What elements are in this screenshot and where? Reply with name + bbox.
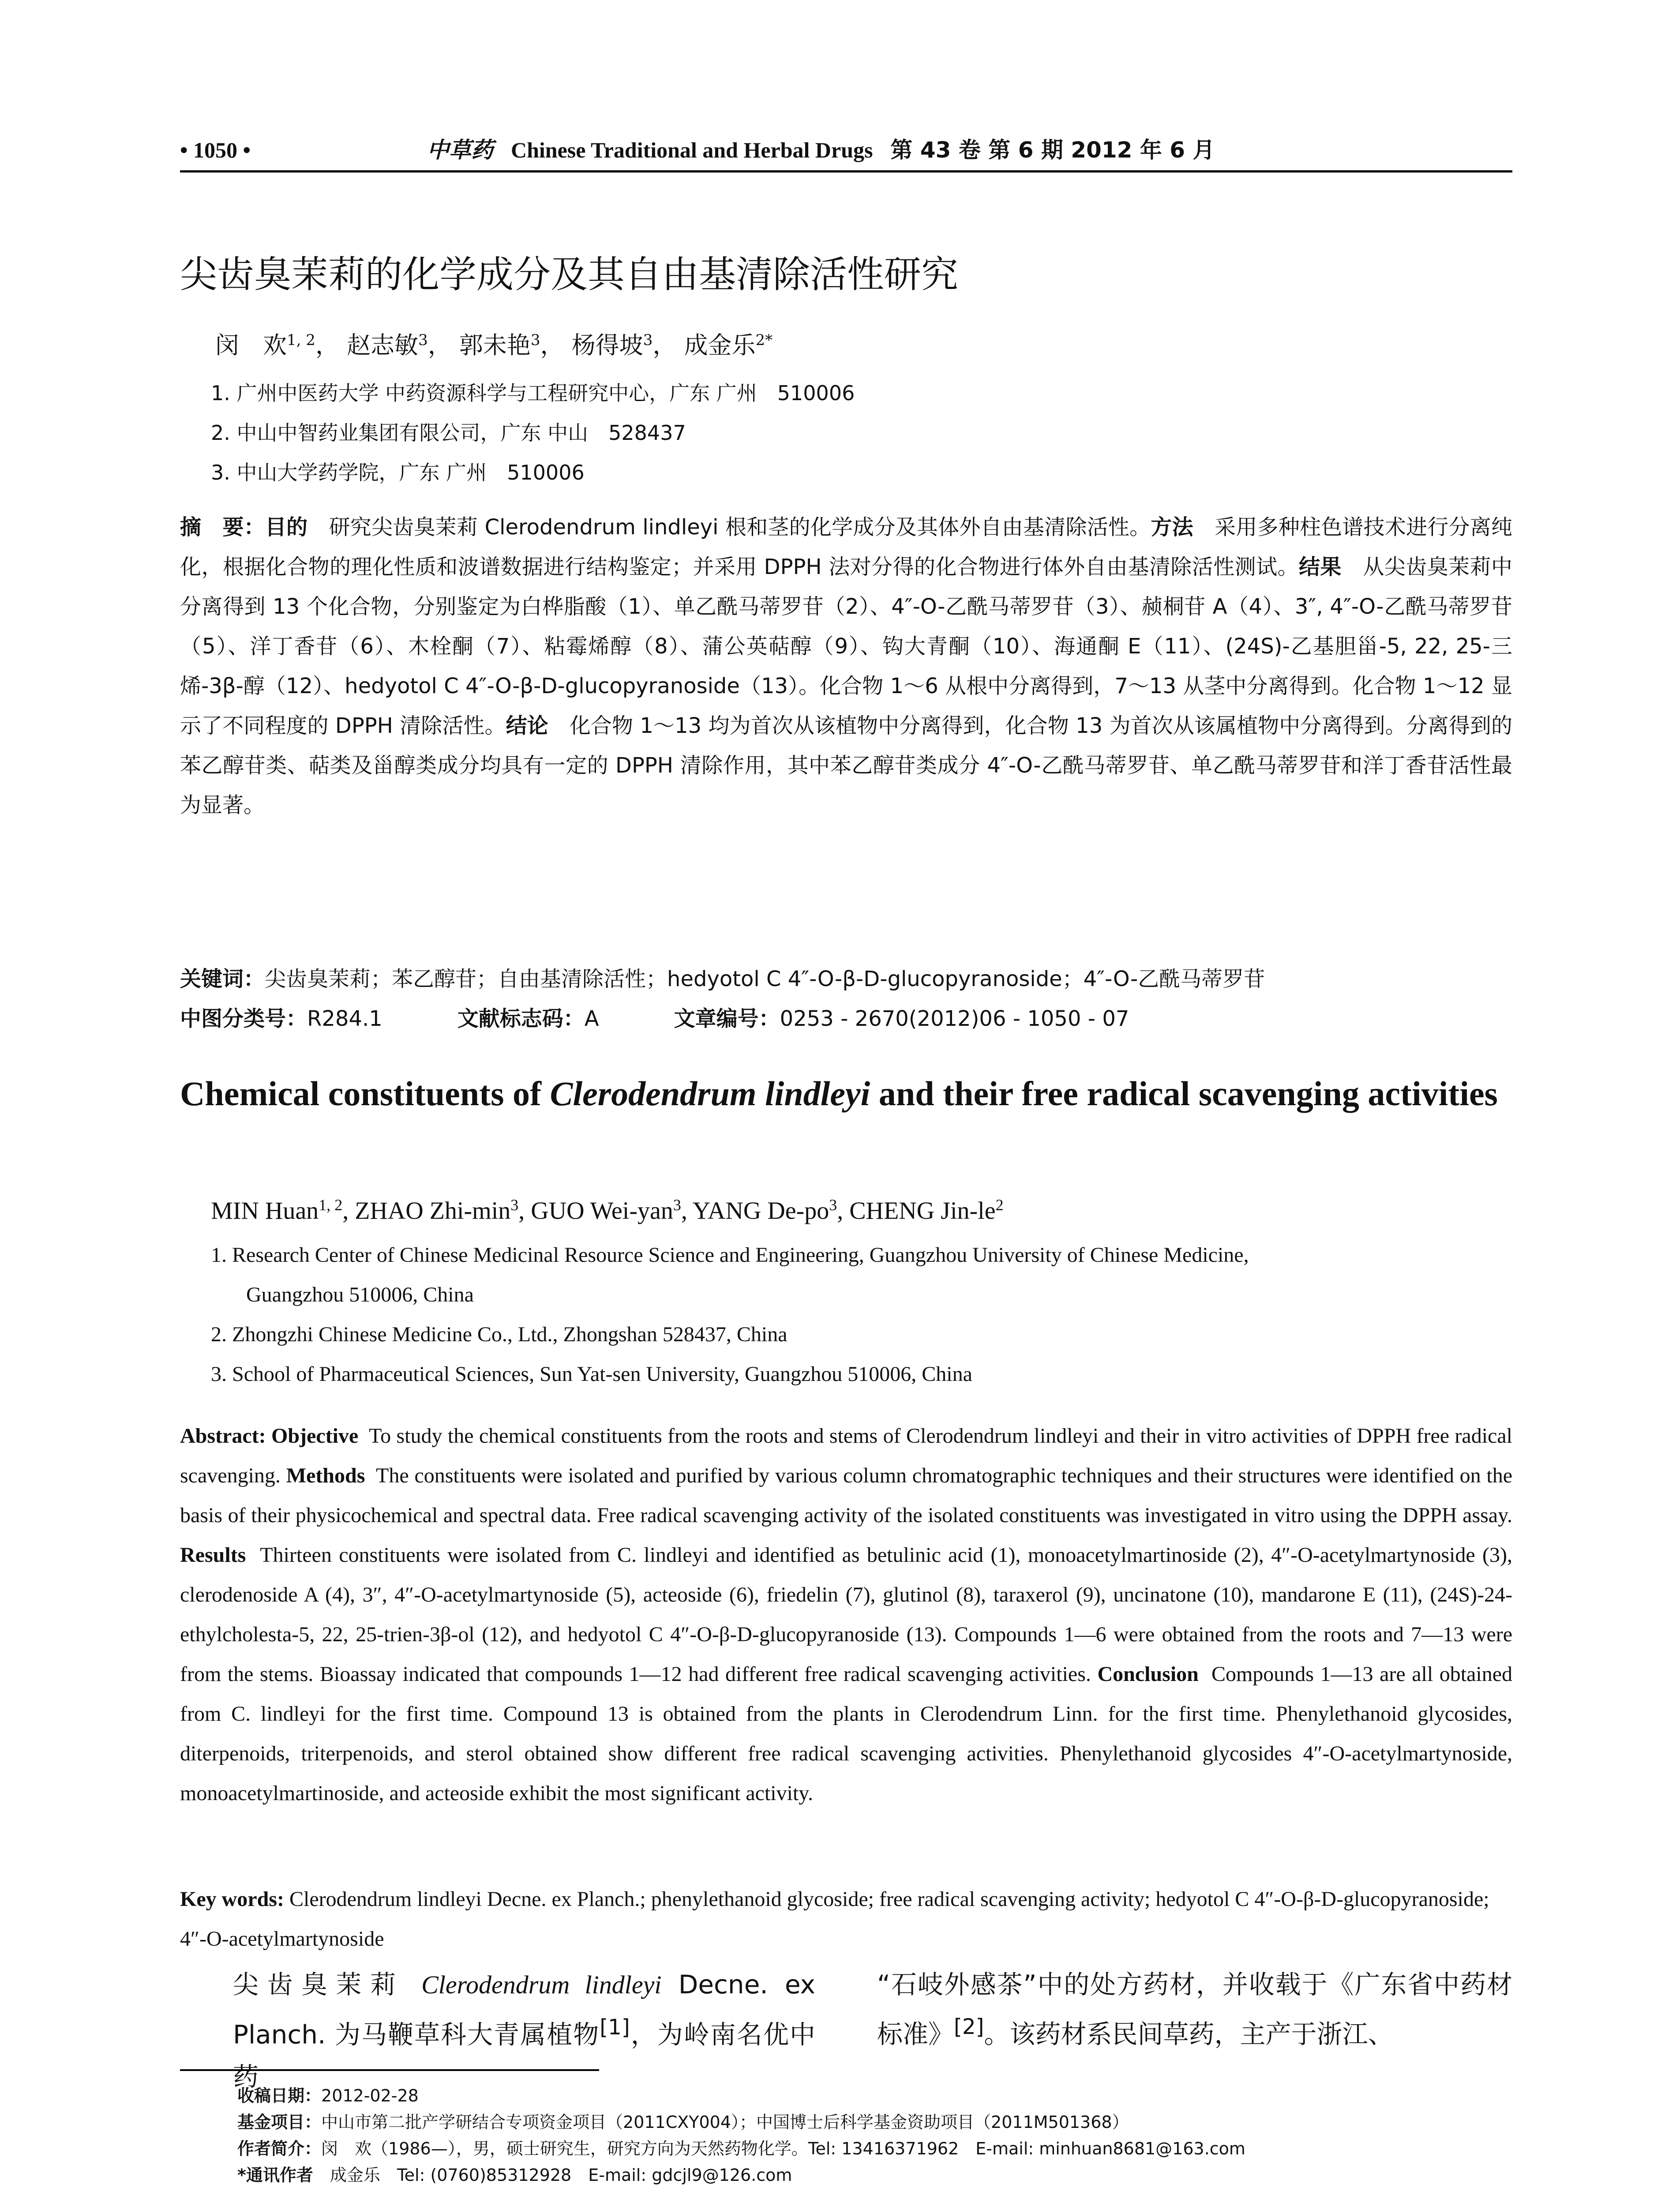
footnote-rule — [180, 2069, 599, 2071]
author-sup: 3 — [829, 1196, 837, 1214]
affiliation-en: 2. Zhongzhi Chinese Medicine Co., Ltd., Zhongshan 528437, China — [211, 1323, 788, 1346]
author-sup: 1, 2 — [287, 331, 315, 349]
author-sup: 3 — [510, 1196, 519, 1214]
author-cn: 成金乐 — [684, 331, 756, 359]
conclusion-cn: 化合物 1～13 均为首次从该植物中分离得到，化合物 13 为首次从该属植物中分离得到。分离得到的苯乙醇苷类、萜类及甾醇类成分均具有一定的 DPPH 清除作用，其中苯乙醇苷类成分 4″-O-乙酰马蒂罗苷、单乙酰马蒂罗苷和洋丁香苷活性最为显著。 — [180, 713, 1512, 818]
objective-label-en: Objective — [271, 1424, 359, 1448]
authors-en: MIN Huan$^{1, 2}$, ZHAO Zhi-$\min^3$, GUO Wei-yan$^3$, YANG $De-po^3$, CHENG Jin-$le^2$ — [211, 1196, 1004, 1225]
keywords-en — [180, 1880, 1512, 1959]
objective-label-cn: 目的 — [265, 515, 308, 540]
methods-cn: 采用多种柱色谱技术进行分离纯化，根据化合物的理化性质和波谱数据进行结构鉴定；并采用 DPPH 法对分得的化合物进行体外自由基清除活性测试。 — [180, 515, 1512, 579]
abstract-en — [180, 1416, 1512, 1813]
footnote-label: *通讯作者 — [237, 2165, 330, 2185]
author-sup: 2* — [755, 331, 773, 349]
article-id — [674, 1002, 1129, 1032]
paper-page — [180, 132, 1513, 2185]
author-sup: 3 — [418, 331, 428, 349]
conclusion-en: Compounds 1—13 are all obtained from C. lindleyi for the first time. Compound 13 is obtained from the plants in Clerodendrum Linn. for the first time. Phenylethanoid glycosides, diterpenoids, triterpenoids, and sterol obtained show different free radical scavenging activities. Phenylethanoid glycosides 4″-O-acetylmartynoside, monoacetylmartinoside, and acteoside exhibit the most significant activity. — [180, 1662, 1513, 1805]
body-column-right — [877, 1963, 1512, 2098]
footnote-label: 作者简介： — [237, 2139, 322, 2158]
body-text — [180, 1963, 1512, 2098]
affiliation-en-line: 1. Research Center of Chinese Medicinal Resource Science and Engineering, Guangzhou University of Chinese Medicine, — [211, 1243, 1249, 1267]
body-paragraph — [180, 1963, 815, 2098]
keywords-en-text: Clerodendrum lindleyi Decne. ex Planch.; phenylethanoid glycoside; free radical scavenging activity; hedyotol C 4″-O-β-D-glucopyranoside; 4″-O-acetylmartynoside — [180, 1887, 1489, 1951]
footnote-text: 闵 欢（1986—），男，硕士研究生，研究方向为天然药物化学。Tel: 13416371962 E-mail: minhuan8681@163.com — [321, 2139, 1245, 2158]
citation-ref[interactable]: [1] — [600, 2015, 630, 2040]
results-label-en: Results — [180, 1543, 246, 1567]
clc-value: R284.1 — [307, 1006, 382, 1031]
affiliation-en — [211, 1235, 1512, 1315]
footnote-author-bio — [237, 2135, 1245, 2162]
author-sup: 2 — [995, 1196, 1004, 1214]
author-sup: 3 — [643, 331, 653, 349]
journal-title-cn: 中草药 — [427, 137, 493, 163]
title-cn: 尖齿臭茉莉的化学成分及其自由基清除活性研究 — [180, 253, 959, 296]
affiliation-en-cont: Guangzhou 510006, China — [246, 1283, 474, 1306]
footnote-text: 2012-02-28 — [321, 2086, 419, 2105]
author-sup: 1, 2 — [319, 1196, 343, 1214]
affiliation-cn: 2. 中山中智药业集团有限公司，广东 中山 528437 — [211, 421, 686, 445]
results-cn: 从尖齿臭茉莉中分离得到 13 个化合物，分别鉴定为白桦脂酸（1）、单乙酰马蒂罗苷（2）、4″-O-乙酰马蒂罗苷（3）、赪桐苷 A（4）、3″, 4″-O-乙酰马蒂罗苷（5）、洋丁香苷（6）、木栓酮（7）、粘霉烯醇（8）、蒲公英萜醇（9）、钩大青酮（10）、海通酮 E（11）、(24S)-乙基胆甾-5, 22, 25-三烯-3β-醇（12）、hedyotol C 4″-O-β-D-glucopyranoside（13）。化合物 1～6 从根中分离得到，7～13 从茎中分离得到。化合物 1～12 显示了不同程度的 DPPH 清除活性。 — [180, 555, 1512, 738]
keywords-en-label: Key words: — [180, 1887, 284, 1911]
body-text-run: Decne. ex Planch. 为马鞭草科大青属植物 — [233, 1970, 816, 2050]
results-label-cn: 结果 — [1298, 555, 1342, 579]
keywords-cn-label: 关键词： — [180, 967, 265, 991]
author-sup: 3 — [673, 1196, 681, 1214]
keywords-cn-text: 尖齿臭茉莉；苯乙醇苷；自由基清除活性；hedyotol C 4″-O-β-D-glucopyranoside；4″-O-乙酰马蒂罗苷 — [265, 967, 1265, 991]
document-code — [458, 1002, 599, 1032]
body-text-run: ，为岭南名优中药 — [233, 2019, 815, 2092]
author-cn: 杨得坡 — [571, 331, 643, 359]
title-en — [180, 1068, 1512, 1120]
running-header — [180, 132, 1512, 173]
affiliation-cn: 3. 中山大学药学院，广东 广州 510006 — [211, 461, 585, 484]
body-text-run: “石岐外感茶”中的处方药材，并收载于《广东省中药材标准》 — [877, 1970, 1512, 2049]
author-en: YANG De-po — [692, 1197, 829, 1225]
footnote-label: 基金项目： — [237, 2112, 322, 2132]
author-cn: 闵 欢 — [215, 331, 287, 359]
title-en-species: Clerodendrum lindleyi — [550, 1074, 870, 1113]
abstract-en-label: Abstract: — [180, 1424, 266, 1448]
article-id-label: 文章编号： — [674, 1006, 780, 1031]
author-en: CHENG Jin-le — [849, 1197, 996, 1225]
footnote-corresponding — [237, 2162, 1245, 2188]
author-sup: 3 — [530, 331, 540, 349]
footnote-label: 收稿日期： — [237, 2086, 322, 2105]
abstract-cn-label: 摘 要： — [180, 515, 265, 540]
journal-title-en: Chinese Traditional and Herbal Drugs — [511, 138, 873, 162]
conclusion-label-cn: 结论 — [506, 713, 548, 738]
clc-label: 中图分类号： — [180, 1006, 308, 1031]
clc-number — [180, 1002, 382, 1032]
results-en: Thirteen constituents were isolated from C. lindleyi and identified as betulinic acid (1), monoacetylmartinoside (2), 4″-O-acetylmartynoside (3), clerodenoside A (4), 3″, 4″-O-acetylmartynoside (5), acteoside (6), friedelin (7), glutinol (8), taraxerol (9), uncinatone (10), mandarone E (11), (24S)-24-ethylcholesta-5, 22, 25-trien-3β-ol (12), and hedyotol C 4″-O-β-D-glucopyranoside (13). Compounds 1—6 were obtained from the roots and 7—13 were from the stems. Bioassay indicated that compounds 1—12 had different free radical scavenging activities. — [180, 1543, 1512, 1686]
body-species: Clerodendrum lindleyi — [421, 1970, 662, 1999]
title-en-part: Chemical constituents of — [180, 1074, 550, 1113]
author-en: ZHAO Zhi-min — [355, 1197, 511, 1225]
footnotes — [237, 2082, 1245, 2188]
citation-ref[interactable]: [2] — [954, 2015, 984, 2039]
affiliation-cn: 1. 广州中医药大学 中药资源科学与工程研究中心，广东 广州 510006 — [211, 381, 855, 405]
footnote-received — [237, 2082, 1245, 2109]
methods-label-en: Methods — [286, 1464, 365, 1487]
author-cn: 赵志敏 — [347, 331, 419, 359]
doc-code-value: A — [584, 1006, 599, 1031]
body-text-run: 尖齿臭茉莉 — [233, 1970, 422, 2000]
author-cn: 郭未艳 — [459, 331, 531, 359]
page-number: • 1050 • — [180, 138, 251, 162]
methods-label-cn: 方法 — [1151, 515, 1193, 540]
keywords-cn — [180, 962, 1265, 992]
author-en: GUO Wei-yan — [531, 1197, 673, 1225]
body-paragraph — [877, 1963, 1512, 2055]
journal-issue: 第 43 卷 第 6 期 2012 年 6 月 — [890, 137, 1215, 163]
footnote-text: 中山市第二批产学研结合专项资金项目（2011CXY004）；中国博士后科学基金资助项目（2011M501368） — [321, 2112, 1129, 2132]
affiliation-en: 3. School of Pharmaceutical Sciences, Sun Yat-sen University, Guangzhou 510006, China — [211, 1362, 972, 1386]
body-column-left — [180, 1963, 815, 2098]
footnote-text: 成金乐 Tel: (0760)85312928 E-mail: gdcjl9@126.com — [330, 2165, 792, 2185]
conclusion-label-en: Conclusion — [1097, 1662, 1199, 1686]
doc-code-label: 文献标志码： — [457, 1006, 585, 1031]
title-en-part: and their free radical scavenging activities — [870, 1074, 1498, 1113]
article-id-value: 0253 - 2670(2012)06 - 1050 - 07 — [780, 1006, 1129, 1031]
classification-row — [180, 1002, 1204, 1032]
methods-en: The constituents were isolated and purified by various column chromatographic techniques and their structures were identified on the basis of their physicochemical and spectral data. Free radical scavenging activity of the isolated constituents was investigated in vitro using the DPPH assay. — [180, 1464, 1513, 1527]
objective-cn: 研究尖齿臭茉莉 Clerodendrum lindleyi 根和茎的化学成分及其体外自由基清除活性。 — [329, 515, 1151, 540]
objective-en: To study the chemical constituents from the roots and stems of Clerodendrum lindleyi and their in vitro activities of DPPH free radical scavenging. — [180, 1424, 1513, 1487]
author-en: MIN Huan — [211, 1197, 319, 1225]
authors-cn: 闵 欢$^{1, 2}$， 赵志敏$^3$， 郭未艳$^3$， 杨得坡$^3$， 成金乐$^{2*}$ — [215, 331, 773, 359]
body-text-run: 。该药材系民间草药，主产于浙江、 — [984, 2019, 1394, 2049]
abstract-cn — [180, 507, 1512, 825]
footnote-funding — [237, 2109, 1245, 2135]
